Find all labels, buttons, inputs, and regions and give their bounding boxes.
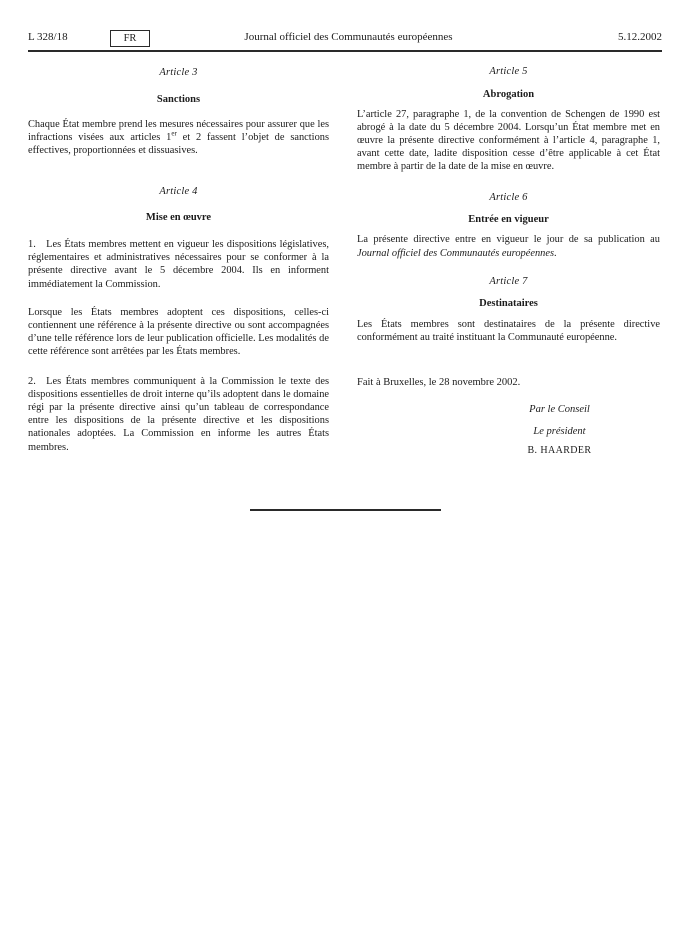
article-6-paragraph-end: . xyxy=(554,247,557,259)
article-6-heading: Article 6 xyxy=(489,192,528,204)
journal-title: Journal officiel des Communautés européennes xyxy=(244,31,453,43)
article-5-title: Abrogation xyxy=(482,89,535,100)
place-and-date-line: Fait à Bruxelles, le 28 novembre 2002. xyxy=(357,376,521,388)
article-3-paragraph xyxy=(28,118,329,157)
article-7-heading: Article 7 xyxy=(489,275,528,287)
article-6-paragraph xyxy=(357,233,660,259)
article-3-paragraph-text: Chaque État membre prend les mesures nécessaires pour assurer que les infractions visées aux articles 1 xyxy=(28,119,329,144)
signature-role: Le président xyxy=(533,425,586,437)
article-4-title: Mise en œuvre xyxy=(145,212,212,224)
article-6-title: Entrée en vigueur xyxy=(468,214,549,226)
left-column xyxy=(28,60,329,454)
article-4-heading: Article 4 xyxy=(159,186,198,198)
signature-block xyxy=(477,403,642,457)
article-7-paragraph: Les États membres sont destinataires de la présente directive conformément au traité instituant la Communauté européenne. xyxy=(357,318,660,343)
end-of-act-divider xyxy=(250,509,441,511)
article-4-paragraph-2: Lorsque les États membres adoptent ces dispositions, celles-ci contiennent une référence à la présente directive ou sont accompagnées d’une telle référence lors de leur publication officielle. Les modalités de cette référence sont arrêtées par les États membres. xyxy=(28,306,329,357)
header-rule xyxy=(28,50,662,52)
signature-name: B. HAARDER xyxy=(527,444,592,456)
header-date: 5.12.2002 xyxy=(618,31,662,43)
signature-on-behalf: Par le Conseil xyxy=(529,403,590,415)
article-5-paragraph: L’article 27, paragraphe 1, de la convention de Schengen de 1990 est abrogé à la date du 5 décembre 2004. Lorsqu’un État membre met en œuvre la présente directive conformément à l’article 4, paragraphe 1, avant cette date, ladite disposition cesse d’être applicable à cet État membre à partir de la date de la mise en œuvre. xyxy=(357,109,660,173)
header-issue-number: L 328/18 xyxy=(28,31,68,43)
article-4-paragraph-1: 1. Les États membres mettent en vigueur les dispositions législatives, réglementaires et administratives nécessaires pour se conformer à la présente directive avant le 5 décembre 2004. Ils en informent immédiatement la Commission. xyxy=(28,239,329,290)
journal-title-reference: Journal officiel des Communautés européennes xyxy=(357,247,555,259)
article-6-paragraph-text: La présente directive entre en vigueur le jour de sa publication au xyxy=(357,234,660,246)
article-3-heading: Article 3 xyxy=(159,67,198,78)
article-5-heading: Article 5 xyxy=(489,66,528,77)
ordinal-superscript: er xyxy=(171,129,177,138)
language-code-label: FR xyxy=(123,33,137,44)
right-column xyxy=(357,60,660,457)
article-3-title: Sanctions xyxy=(156,94,201,105)
article-7-title: Destinataires xyxy=(479,297,538,309)
article-3-paragraph-text-cont: et 2 fassent l’objet de sanctions effectives, proportionnées et dissuasives. xyxy=(28,132,329,157)
article-4-paragraph-3: 2. Les États membres communiquent à la Commission le texte des dispositions essentielles de droit interne qu’ils adoptent dans le domaine régi par la présente directive ainsi qu’un tableau de correspondance entre les dispositions de la présente directive et les dispositions nationales adoptées. La Commission en informe les autres États membres. xyxy=(28,376,329,453)
